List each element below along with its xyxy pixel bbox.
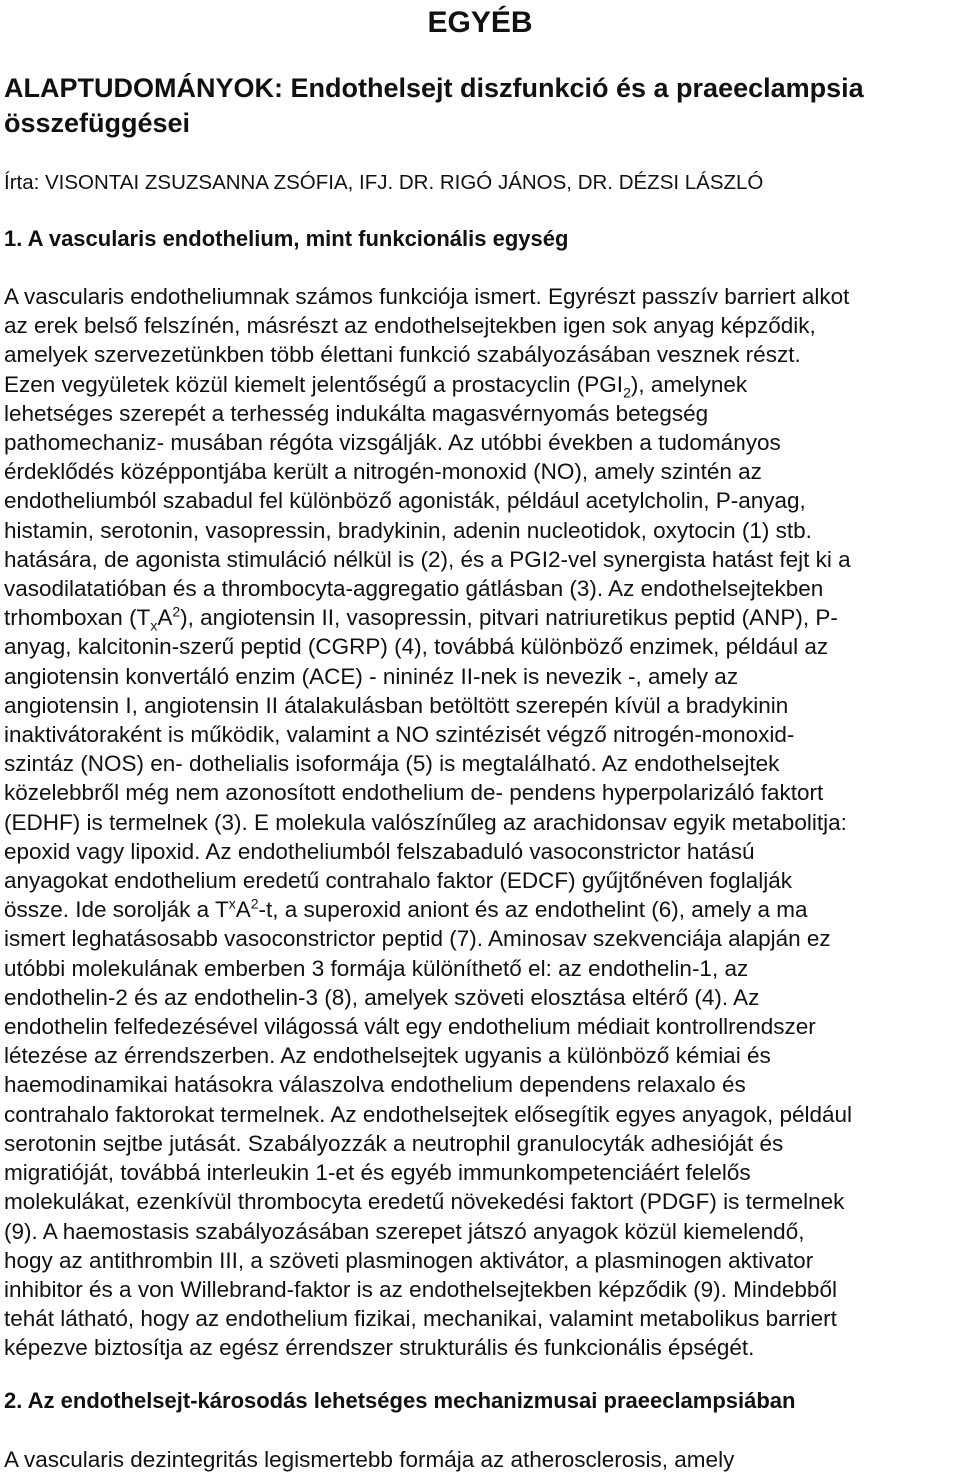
text-line: endothelin felfedezésével világossá vált egy endothelium médiait kontrollrendszer: [4, 1014, 816, 1040]
text-line: szintáz (NOS) en- dothelialis isoformája (5) is megtalálható. Az endothelsejtek: [4, 751, 780, 777]
text-line: contrahalo faktorokat termelnek. Az endothelsejtek elősegítik egyes anyagok, például: [4, 1101, 853, 1127]
text-line: utóbbi molekulának emberben 3 formája különíthető el: az endothelin-1, az: [4, 955, 749, 981]
text-line: A vascularis dezintegritás legismertebb formája az atherosclerosis, amely: [4, 1447, 735, 1472]
text-line: endotheliumból szabadul fel különböző agonisták, például acetylcholin, P-anyag,: [4, 488, 806, 514]
text-line: angiotensin konvertáló enzim (ACE) - nininéz II-nek is nevezik -, amely az: [4, 663, 739, 689]
text-line: inaktivátoraként is működik, valamint a NO szintézisét végző nitrogén-monoxid-: [4, 722, 795, 748]
text-line: endothelin-2 és az endothelin-3 (8), amelyek szöveti elosztása eltérő (4). Az: [4, 984, 760, 1010]
text-line: érdeklődés középpontjába került a nitrogén-monoxid (NO), amely szintén az: [4, 459, 762, 485]
text-line: amelyek szervezetünkben több élettani funkció szabályozásában vesznek részt.: [4, 342, 801, 368]
text-line: vasodilatatióban és a thrombocyta-aggregatio gátlásban (3). Az endothelsejtekben: [4, 576, 824, 602]
text-line: anyagokat endothelium eredetű contrahalo faktor (EDCF) gyűjtőnéven foglalják: [4, 868, 792, 894]
text-line: Ezen vegyületek közül kiemelt jelentőségű a prostacyclin $(PGI_2)$, amelynek: [4, 371, 748, 401]
text-line: angiotensin I, angiotensin II átalakulásban betöltött szerepén kívül a bradykinin: [4, 692, 789, 718]
text-line: (9). A haemostasis szabályozásában szerepet játszó anyagok közül kiemelendő,: [4, 1218, 805, 1244]
text-line: histamin, serotonin, vasopressin, bradykinin, adenin nucleotidok, oxytocin (1) stb.: [4, 517, 812, 543]
text-line: lehetséges szerepét a terhesség indukálta magasvérnyomás betegség: [4, 400, 709, 426]
article-title: ALAPTUDOMÁNYOK: Endothelsejt diszfunkció és a praeeclampsia összefüggései: [4, 73, 864, 138]
text-line: serotonin sejtbe jutását. Szabályozzák a neutrophil granulocyták adhesióját és: [4, 1130, 784, 1156]
text-line: A vascularis endotheliumnak számos funkciója ismert. Egyrészt passzív barriert alkot: [4, 284, 850, 309]
text-line: hogy az antithrombin III, a szöveti plasminogen aktivátor, a plasminogen aktivator: [4, 1247, 814, 1273]
text-line: pathomechaniz- musában régóta vizsgálják. Az utóbbi években a tudományos: [4, 430, 781, 456]
text-line: az erek belső felszínén, másrészt az endothelsejtekben igen sok anyag képződik,: [4, 313, 816, 339]
text-line: epoxid vagy lipoxid. Az endotheliumból felszabaduló vasoconstrictor hatású: [4, 838, 755, 864]
text-line: össze. Ide sorolják a $T^xA^2-t$, a superoxid aniont és az endothelint (6), amely a ma: [4, 895, 808, 923]
superscript-2: 2: [250, 895, 259, 912]
superscript-2: 2: [172, 603, 181, 620]
text-line: anyag, kalcitonin-szerű peptid (CGRP) (4), továbbá különböző enzimek, például az: [4, 634, 829, 660]
body-paragraph: [4, 282, 959, 1363]
text-line: molekulákat, ezenkívül thrombocyta eredetű növekedési faktort (PDGF) is termelnek: [4, 1189, 845, 1215]
subscript-2: 2: [623, 384, 631, 401]
text-line: (EDHF) is termelnek (3). E molekula valószínűleg az arachidonsav egyik metabolitja:: [4, 809, 847, 835]
text-line: inhibitor és a von Willebrand-faktor is az endothelsejtekben képződik (9). Mindebből: [4, 1276, 837, 1302]
heading-section-2: 2. Az endothelsejt-károsodás lehetséges mechanizmusai praeeclampsiában: [4, 1388, 796, 1413]
text-line: trhomboxan $(T_xA^2)$, angiotensin II, vasopressin, pitvari natriuretikus peptid (ANP), P-: [4, 603, 838, 634]
section-title: EGYÉB: [427, 6, 533, 39]
text-line: képezve biztosítja az egész érrendszer strukturális és funkcionális épségét.: [4, 1335, 755, 1361]
superscript-x: x: [228, 895, 236, 912]
text-line: haemodinamikai hatásokra válaszolva endothelium dependens relaxalo és: [4, 1072, 746, 1098]
text-line: tehát látható, hogy az endothelium fizikai, mechanikai, valamint metabolikus barriert: [4, 1306, 837, 1332]
text-line: létezése az érrendszerben. Az endothelsejtek ugyanis a különböző kémiai és: [4, 1043, 771, 1069]
text-line: migratióját, továbbá interleukin 1-et és egyéb immunkompetenciáért felelős: [4, 1160, 751, 1186]
text-line: ismert leghatásosabb vasoconstrictor peptid (7). Aminosav szekvenciája alapján ez: [4, 926, 831, 952]
authors-line: Írta: VISONTAI ZSUZSANNA ZSÓFIA, IFJ. DR. RIGÓ JÁNOS, DR. DÉZSI LÁSZLÓ: [4, 171, 764, 194]
text-line: közelebbről még nem azonosított endothelium de- pendens hyperpolarizáló faktort: [4, 780, 824, 806]
subscript-x: x: [150, 617, 158, 634]
text-line: hatására, de agonista stimuláció nélkül is (2), és a PGI2-vel synergista hatást fejt ki a: [4, 546, 851, 572]
heading-section-1: 1. A vascularis endothelium, mint funkcionális egység: [4, 226, 569, 251]
